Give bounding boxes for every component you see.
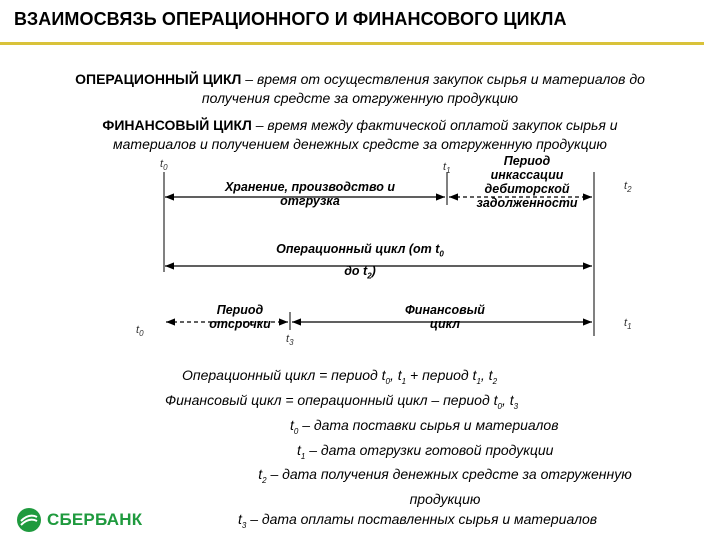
t1-bottom-label: $t_1$	[624, 317, 632, 332]
t1-top-label: $t_1$	[443, 161, 451, 176]
t1-legend: $t_1$ – дата отгрузки готовой продукции	[297, 442, 554, 461]
deferral-period-label: Период отсрочки	[209, 303, 271, 331]
t2-label: $t_2$	[624, 180, 632, 195]
t3-label: $t_3$	[286, 333, 294, 348]
t0-top-label: $t_0$	[160, 158, 168, 173]
sberbank-logo-text: СБЕРБАНК	[47, 510, 143, 529]
financial-cycle-term: ФИНАНСОВЫЙ ЦИКЛ	[102, 117, 252, 133]
operational-definition-text: – время от осуществления закупок сырья и материалов до	[241, 71, 645, 87]
financial-definition-text: – время между фактической оплатой закупок сырья и	[251, 117, 618, 133]
t0-bottom-label: $t_0$	[136, 324, 144, 339]
sberbank-logo	[16, 507, 142, 533]
collection-period-label: Период инкассации дебиторской задолженности	[476, 154, 578, 210]
operational-cycle-formula: Операционный цикл = период $t_0$, $t_1$ + период $t_1$, $t_2$	[182, 367, 498, 386]
operational-definition-text-2: получения средсте за отгруженную продукцию	[201, 90, 519, 106]
t0-legend: $t_0$ – дата поставки сырья и материалов	[290, 417, 559, 436]
t2-legend: $t_2$ – дата получения денежных средсте за отгруженную продукцию	[258, 466, 632, 507]
financial-definition-text-2: материалов и получением денежных средсте за отгруженную продукцию	[113, 136, 607, 152]
financial-cycle-formula: Финансовый цикл = операционный цикл – период $t_0$, $t_3$	[165, 392, 519, 411]
sberbank-emblem-icon	[16, 507, 42, 533]
page-title: ВЗАИМОСВЯЗЬ ОПЕРАЦИОННОГО И ФИНАНСОВОГО ЦИКЛА	[14, 9, 567, 29]
operational-cycle-label: Операционный цикл (от $t_0$ до $t_2$)	[276, 242, 444, 280]
t3-legend: $t_3$ – дата оплаты поставленных сырья и материалов	[238, 511, 598, 530]
operational-cycle-term: ОПЕРАЦИОННЫЙ ЦИКЛ	[75, 71, 242, 87]
storage-period-label: Хранение, производство и отгрузка	[224, 180, 396, 208]
financial-cycle-label: Финансовый цикл	[405, 303, 485, 331]
